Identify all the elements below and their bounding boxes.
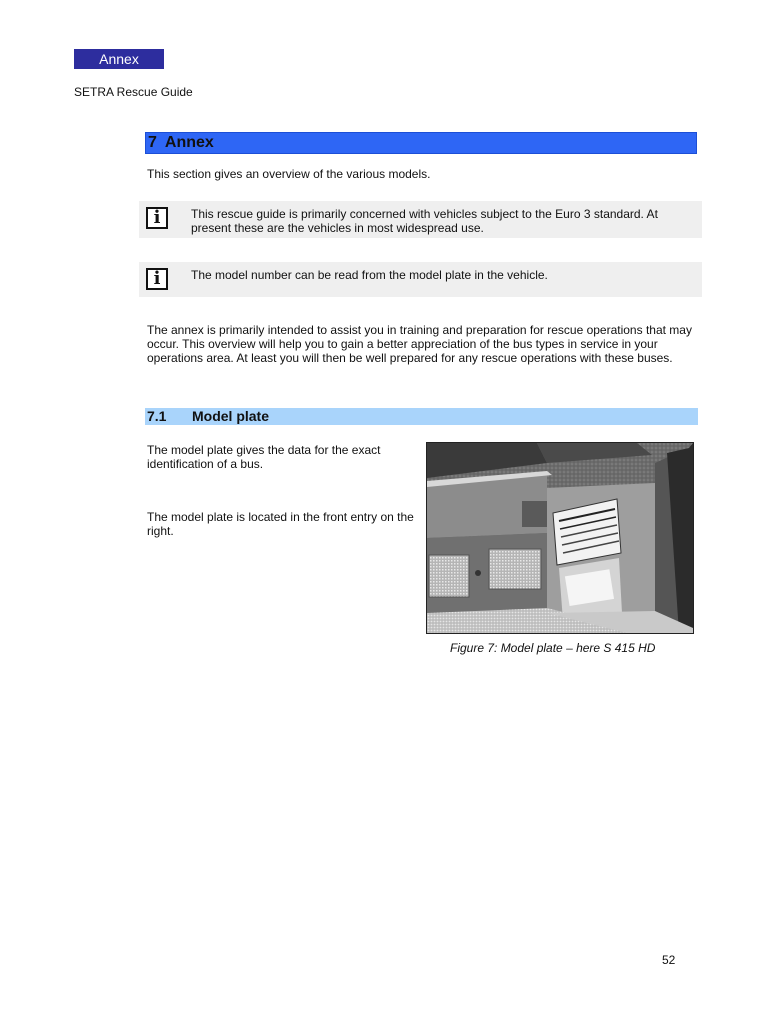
section-number: 7 <box>148 134 157 151</box>
section-intro: This section gives an overview of the various models. <box>147 167 431 181</box>
model-plate-location: The model plate is located in the front entry on the right. <box>147 510 414 538</box>
info-note-text: The model number can be read from the model plate in the vehicle. <box>191 268 548 282</box>
subsection-title: Model plate <box>192 408 270 424</box>
info-note-text: This rescue guide is primarily concerned with vehicles subject to the Euro 3 standard. At present these are the vehicles in most widespread use. <box>191 207 658 235</box>
section-tab: Annex <box>74 49 164 69</box>
info-icon: i <box>146 207 168 229</box>
model-plate-photo <box>426 442 694 634</box>
annex-paragraph: The annex is primarily intended to assist you in training and preparation for rescue operations that may occur. This overview will help you to gain a better appreciation of the bus types in service in your operations area. At least you will then be well prepared for any rescue operations with these buses. <box>147 323 692 365</box>
model-plate-illustration <box>427 443 693 633</box>
info-icon: i <box>146 268 168 290</box>
section-heading <box>145 132 697 154</box>
info-note <box>139 201 702 238</box>
section-title: Annex <box>164 134 214 151</box>
model-plate-description: The model plate gives the data for the exact identification of a bus. <box>147 443 381 471</box>
page-number: 52 <box>662 953 676 967</box>
info-note <box>139 262 702 297</box>
subsection-number: 7.1 <box>147 408 167 424</box>
subsection-heading <box>145 408 698 425</box>
document-title: SETRA Rescue Guide <box>74 85 193 99</box>
figure-caption: Figure 7: Model plate – here S 415 HD <box>450 641 656 655</box>
